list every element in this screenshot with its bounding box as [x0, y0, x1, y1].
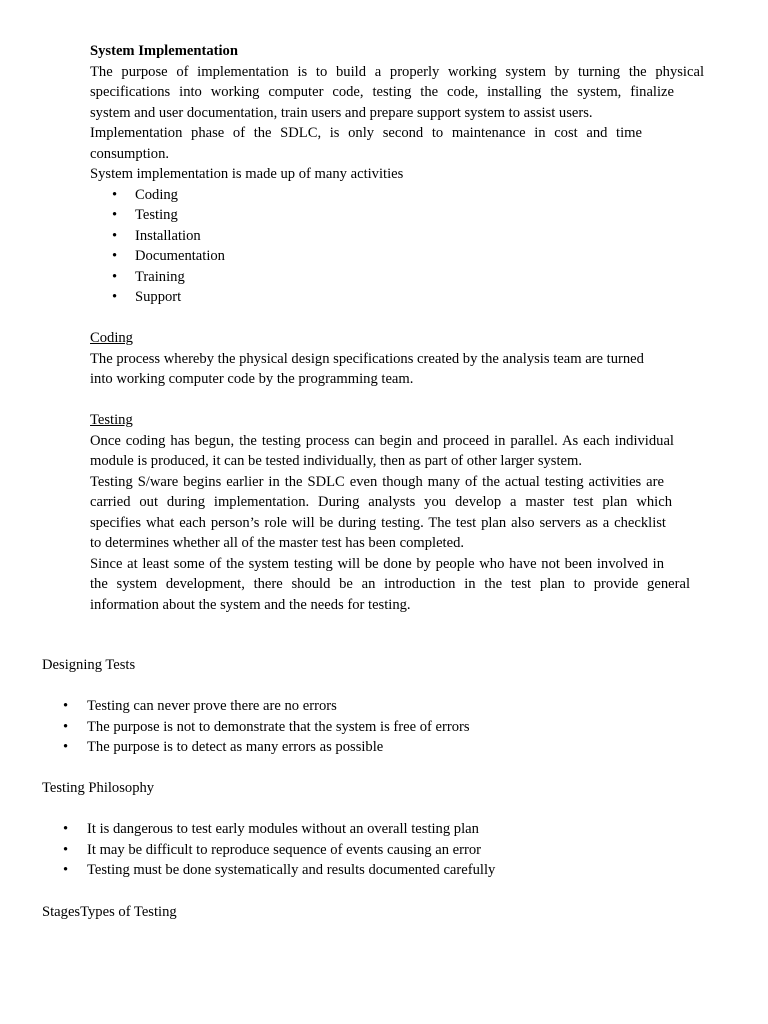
list-item-label: The purpose is to detect as many errors as possible — [87, 739, 384, 755]
bullet-icon: • — [112, 227, 118, 244]
designing-tests-section — [42, 655, 722, 758]
list-item-label: It may be difficult to reproduce sequence of events causing an error — [87, 841, 482, 858]
bullet-icon: • — [112, 207, 118, 223]
list-item — [90, 287, 704, 308]
list-item — [42, 737, 722, 758]
list-item — [42, 840, 722, 861]
testing-philosophy-heading: Testing Philosophy — [42, 780, 155, 796]
list-item-label: Coding — [135, 186, 178, 203]
testing-section — [90, 410, 704, 615]
coding-heading: Coding — [90, 330, 133, 346]
list-item — [90, 185, 704, 206]
list-item — [90, 246, 704, 267]
list-item — [90, 226, 704, 247]
cost-paragraph — [90, 123, 704, 164]
paragraph-line: information about the system and the needs for testing. — [90, 596, 411, 613]
paragraph-line: into working computer code by the programming team. — [90, 371, 414, 387]
list-item-label: Training — [135, 268, 185, 285]
paragraph-line: The process whereby the physical design specifications created by the analysis team are turned — [90, 350, 644, 367]
paragraph-line: Once coding has begun, the testing process can begin and proceed in parallel. As each individual — [90, 432, 674, 449]
paragraph-line: specifications into working computer code, testing the code, installing the system, finalize — [90, 84, 674, 100]
testing-heading: Testing — [90, 412, 133, 428]
stages-section — [42, 902, 722, 923]
bullet-icon: • — [112, 248, 118, 264]
activities-list — [90, 185, 704, 308]
designing-tests-list — [42, 696, 722, 758]
bullet-icon: • — [112, 289, 118, 305]
list-item-label: Documentation — [135, 248, 225, 264]
list-item-label: Testing can never prove there are no errors — [87, 698, 337, 714]
paragraph-line: to determines whether all of the master test has been completed. — [90, 535, 465, 551]
bullet-icon: • — [63, 841, 69, 858]
list-item — [42, 717, 722, 738]
list-item-label: Testing — [135, 207, 178, 223]
list-item — [90, 205, 704, 226]
paragraph-line: Since at least some of the system testing will be done by people who have not been involved in — [90, 555, 664, 572]
bullet-icon: • — [63, 739, 69, 755]
list-item — [42, 696, 722, 717]
list-item-label: Support — [135, 289, 182, 305]
list-item — [42, 860, 722, 881]
intro-paragraph — [90, 62, 704, 124]
bullet-icon: • — [112, 268, 118, 285]
testing-philosophy-section — [42, 778, 722, 881]
paragraph-line: system and user documentation, train users and prepare support system to assist users. — [90, 104, 593, 121]
list-item — [90, 267, 704, 288]
coding-section — [90, 328, 704, 390]
testing-philosophy-list — [42, 819, 722, 881]
list-item-label: It is dangerous to test early modules without an overall testing plan — [87, 821, 479, 837]
paragraph-line: module is produced, it can be tested individually, then as part of other larger system. — [90, 453, 583, 469]
bullet-icon: • — [63, 718, 69, 735]
bullet-icon: • — [63, 821, 69, 837]
bullet-icon: • — [63, 698, 69, 714]
activities-intro: System implementation is made up of many activities — [90, 166, 404, 182]
paragraph-line: the system development, there should be an introduction in the test plan to provide general — [90, 576, 690, 592]
list-item-label: The purpose is not to demonstrate that the system is free of errors — [87, 718, 470, 735]
section-title: System Implementation — [90, 43, 238, 59]
paragraph-line: Implementation phase of the SDLC, is only second to maintenance in cost and time — [90, 125, 642, 141]
system-implementation-section — [90, 41, 704, 308]
paragraph-line: Testing S/ware begins earlier in the SDLC even though many of the actual testing activities are — [90, 473, 664, 490]
stages-heading: StagesTypes of Testing — [42, 904, 177, 920]
paragraph-line: specifies what each person’s role will be during testing. The test plan also servers as a checklist — [90, 514, 666, 531]
list-item-label: Installation — [135, 227, 201, 244]
paragraph-line: consumption. — [90, 145, 170, 162]
bullet-icon: • — [112, 186, 118, 203]
list-item-label: Testing must be done systematically and results documented carefully — [87, 862, 496, 878]
list-item — [42, 819, 722, 840]
paragraph-line: carried out during implementation. During analysts you develop a master test plan which — [90, 494, 672, 510]
paragraph-line: The purpose of implementation is to build a properly working system by turning the physical — [90, 63, 704, 80]
bullet-icon: • — [63, 862, 69, 878]
designing-tests-heading: Designing Tests — [42, 657, 136, 673]
